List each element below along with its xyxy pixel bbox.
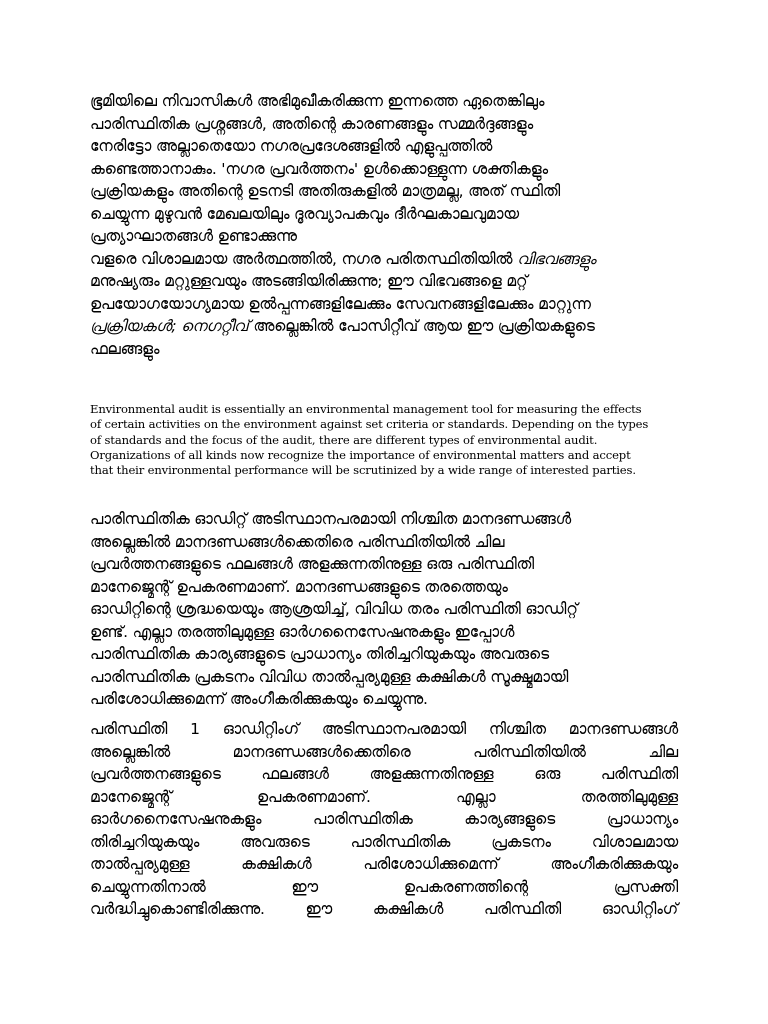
text-line: of standards and the focus of the audit, there are different types of environmental audit. [90,432,598,447]
text-line: താൽപ്പര്യമുള്ള കക്ഷികൾ പരിശോധിക്കുമെന്ന് അംഗീകരിക്കുകയും [90,855,678,873]
text-line: Organizations of all kinds now recognize the importance of environmental matters and accept [90,447,631,462]
text-line: ഓർഗനൈസേഷനുകളും പാരിസ്ഥിതിക കാര്യങ്ങളുടെ പ്രാധാന്യം [90,810,678,828]
text-line: പാരിസ്ഥിതിക കാര്യങ്ങളുടെ പ്രാധാന്യം തിരിച്ചറിയുകയും അവരുടെ [90,645,549,663]
text-line: അല്ലെങ്കിൽ മാനദണ്ഡങ്ങൾക്കെതിരെ പരിസ്ഥിതിയിൽ ചില [90,742,678,761]
text-run: വളരെ വിശാലമായ അർത്ഥത്തിൽ, നഗര പരിതസ്ഥിതിയിൽ [90,249,518,268]
text-line [90,248,678,271]
english-paragraph-environmental-audit [90,402,678,478]
text-line: മനുഷ്യരും മറ്റുള്ളവയും അടങ്ങിയിരിക്കുന്നു; ഈ വിഭവങ്ങളെ മറ്റ് [90,272,528,290]
text-line: തിരിച്ചറിയുകയും അവരുടെ പാരിസ്ഥിതിക പ്രകടനം വിശാലമായ [90,832,678,851]
text-line: ഭൂമിയിലെ നിവാസികൾ അഭിമുഖീകരിക്കുന്ന ഇന്നത്തെ ഏതെങ്കിലും [90,92,545,110]
malayalam-paragraph-audit-definition [90,508,678,711]
text-line: ഉണ്ട്. എല്ലാ തരത്തിലുമുള്ള ഓർഗനൈസേഷനുകളും ഇപ്പോൾ [90,622,515,641]
text-line: ചെയ്യുന്നതിനാൽ ഈ ഉപകരണത്തിന്റെ പ്രസക്തി [90,877,678,896]
text-line: പാരിസ്ഥിതിക പ്രകടനം വിവിധ താൽപ്പര്യമുള്ള കക്ഷികൾ സൂക്ഷ്മമായി [90,667,569,686]
text-line: of certain activities on the environment against set criteria or standards. Depending on the types [90,417,649,432]
text-line: പരിസ്ഥിതി 1 ഓഡിറ്റിംഗ് അടിസ്ഥാനപരമായി നിശ്ചിത മാനദണ്ഡങ്ങൾ [90,720,678,738]
italic-text-run: വിഭവങ്ങളും [517,249,596,268]
text-line: പാരിസ്ഥിതിക പ്രശ്നങ്ങൾ, അതിന്റെ കാരണങ്ങളും സമ്മർദ്ദങ്ങളും [90,114,533,133]
text-line: പ്രവർത്തനങ്ങളുടെ ഫലങ്ങൾ അളക്കുന്നതിനുള്ള ഒരു പരിസ്ഥിതി [90,765,678,783]
text-line: അല്ലെങ്കിൽ മാനദണ്ഡങ്ങൾക്കെതിരെ പരിസ്ഥിതിയിൽ ചില [90,532,505,551]
text-line: ഫലങ്ങളും [90,339,160,358]
text-line: ഓഡിറ്റിന്റെ ശ്രദ്ധയെയും ആശ്രയിച്ച്, വിവിധ തരം പരിസ്ഥിതി ഓഡിറ്റ് [90,600,578,618]
malayalam-paragraph-auditing-relevance [90,718,678,921]
text-line: മാനേജ്മെന്റ് ഉപകരണമാണ്. മാനദണ്ഡങ്ങളുടെ തരത്തെയും [90,577,508,596]
text-line: പ്രത്യാഘാതങ്ങൾ ഉണ്ടാക്കുന്നു [90,227,297,245]
text-line: ഉപയോഗയോഗ്യമായ ഉൽപ്പന്നങ്ങളിലേക്കും സേവനങ്ങളിലേക്കും മാറ്റുന്ന [90,294,591,313]
text-line [90,315,678,338]
text-line: വർദ്ധിച്ചുകൊണ്ടിരിക്കുന്നു. ഈ കക്ഷികൾ പരിസ്ഥിതി ഓഡിറ്റിംഗ് [90,900,678,918]
italic-text-run: പ്രക്രിയകൾ; നെഗറ്റീവ് [90,317,249,335]
text-line: Environmental audit is essentially an environmental management tool for measuring the effects [90,402,642,416]
text-line: നേരിട്ടോ അല്ലാതെയോ നഗരപ്രദേശങ്ങളിൽ എളുപ്പത്തിൽ [90,137,493,155]
text-run: അല്ലെങ്കിൽ പോസിറ്റീവ് ആയ ഈ പ്രക്രിയകളുടെ [248,317,595,335]
text-line: that their environmental performance will be scrutinized by a wide range of interested parties. [90,463,636,478]
text-line: മാനേജ്മെന്റ് ഉപകരണമാണ്. എല്ലാ തരത്തിലുമുള്ള [90,787,678,806]
malayalam-paragraph-urban-issues [90,90,678,248]
text-line: പാരിസ്ഥിതിക ഓഡിറ്റ് അടിസ്ഥാനപരമായി നിശ്ചിത മാനദണ്ഡങ്ങൾ [90,510,571,528]
text-line: കണ്ടെത്താനാകും. 'നഗര പ്രവർത്തനം' ഉൾക്കൊള്ളുന്ന ശക്തികളും [90,159,548,178]
text-line: ചെയ്യുന്ന മുഴുവൻ മേഖലയിലും ദൂരവ്യാപകവും ദീർഘകാലവുമായ [90,204,519,223]
text-line: പരിശോധിക്കുമെന്ന് അംഗീകരിക്കുകയും ചെയ്യുന്നു. [90,690,428,708]
malayalam-paragraph-urban-resources [90,248,678,361]
text-line: പ്രക്രിയകളും അതിന്റെ ഉടനടി അതിരുകളിൽ മാത്രമല്ല, അത് സ്ഥിതി [90,182,561,200]
text-line: പ്രവർത്തനങ്ങളുടെ ഫലങ്ങൾ അളക്കുന്നതിനുള്ള ഒരു പരിസ്ഥിതി [90,555,534,573]
